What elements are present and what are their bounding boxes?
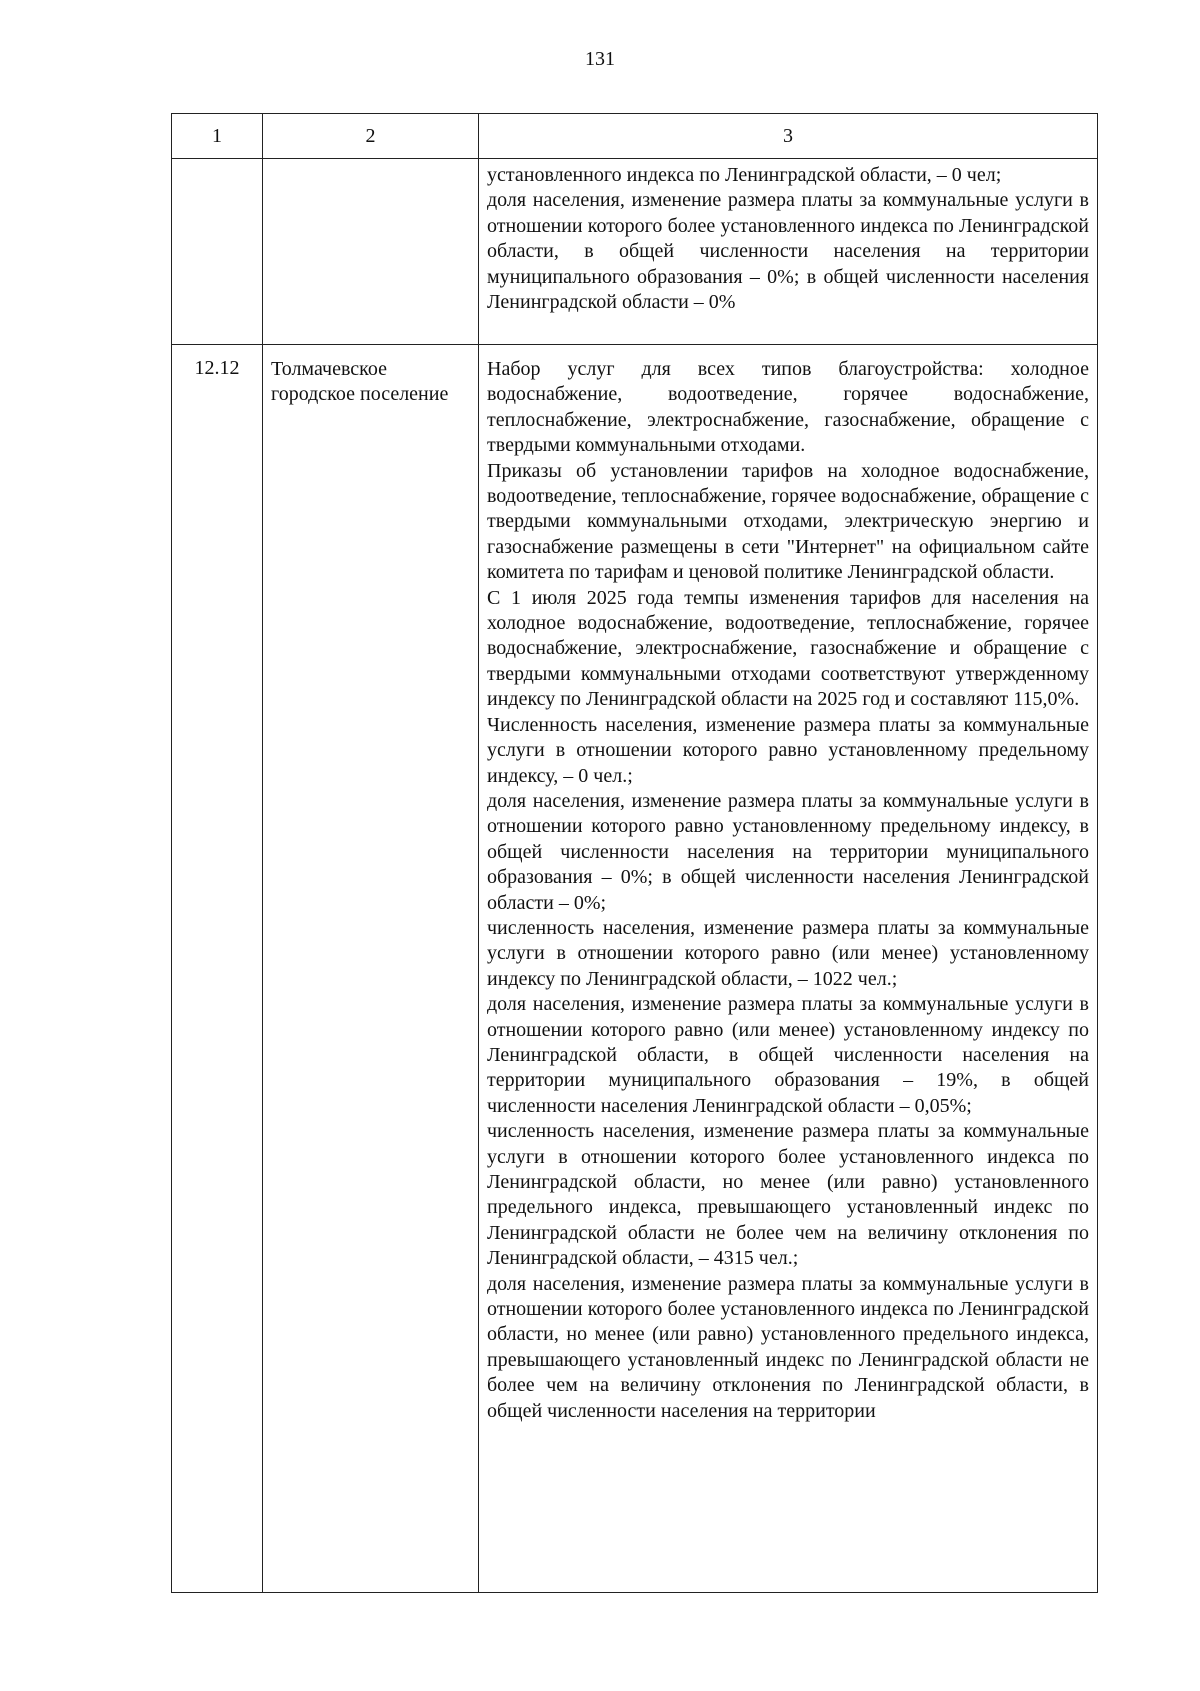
continuation-number-cell [172, 159, 263, 345]
column-header-3: 3 [479, 114, 1098, 159]
continuation-row [172, 159, 1098, 345]
paragraph: доля населения, изменение размера платы за коммунальные услуги в отношении которого более установленного индекса по Ленинградской области, но менее (или равно) установленного предельного индекса, превышающего установленный индекс по Ленинградской области не более чем на величину отклонения по Ленинградской области, в общей численности населения на территории [487, 1272, 1089, 1422]
table-row [172, 345, 1098, 1593]
column-header-2: 2 [263, 114, 479, 159]
document-table [171, 113, 1098, 1593]
table-header-row [172, 114, 1098, 159]
paragraph: численность населения, изменение размера платы за коммунальные услуги в отношении которого равно (или менее) установленному индексу по Ленинградской области, – 1022 чел.; [487, 916, 1089, 990]
paragraph: Набор услуг для всех типов благоустройства: холодное водоснабжение, водоотведение, горячее водоснабжение, теплоснабжение, электроснабжение, газоснабжение, обращение с твердыми коммунальными отходами. [487, 358, 1089, 457]
paragraph: доля населения, изменение размера платы за коммунальные услуги в отношении которого более установленного индекса по Ленинградской области, в общей численности населения на территории муниципального образования – 0%; в общей численности населения Ленинградской области – 0% [487, 189, 1089, 314]
column-header-1: 1 [172, 114, 263, 159]
paragraph: Численность населения, изменение размера платы за коммунальные услуги в отношении которого равно установленному предельному индексу, – 0 чел.; [487, 713, 1089, 787]
paragraph: Приказы об установлении тарифов на холодное водоснабжение, водоотведение, теплоснабжение, горячее водоснабжение, обращение с твердыми коммунальными отходами, электрическую энергию и газоснабжение размещены в сети "Интернет" на официальном сайте комитета по тарифам и ценовой политике Ленинградской области. [487, 459, 1089, 584]
paragraph: С 1 июля 2025 года темпы изменения тарифов для населения на холодное водоснабжение, водоотведение, теплоснабжение, горячее водоснабжение, электроснабжение, газоснабжение и обращение с твердыми коммунальными отходами соответствуют утвержденному индексу по Ленинградской области на 2025 год и составляют 115,0%. [487, 586, 1089, 711]
paragraph: установленного индекса по Ленинградской области, – 0 чел; [487, 164, 1002, 186]
continuation-name-cell [263, 159, 479, 345]
page-number: 131 [585, 48, 615, 70]
continuation-text-cell [479, 159, 1098, 345]
paragraph: доля населения, изменение размера платы за коммунальные услуги в отношении которого равно (или менее) установленному индексу по Ленинградской области, в общей численности населения на территории муниципального образования – 19%, в общей численности населения Ленинградской области – 0,05%; [487, 993, 1089, 1117]
paragraph: численность населения, изменение размера платы за коммунальные услуги в отношении которого более установленного индекса по Ленинградской области, но менее (или равно) установленного предельного индекса, превышающего установленный индекс по Ленинградской области не более чем на величину отклонения по Ленинградской области, – 4315 чел.; [487, 1120, 1089, 1270]
settlement-name: Толмачевское городское поселение [263, 345, 479, 1593]
row-number: 12.12 [172, 345, 263, 1593]
paragraph: доля населения, изменение размера платы за коммунальные услуги в отношении которого равно установленному предельному индексу, в общей численности населения на территории муниципального образования – 0%; в общей численности населения Ленинградской области – 0%; [487, 789, 1089, 914]
row-text-cell [479, 345, 1098, 1593]
